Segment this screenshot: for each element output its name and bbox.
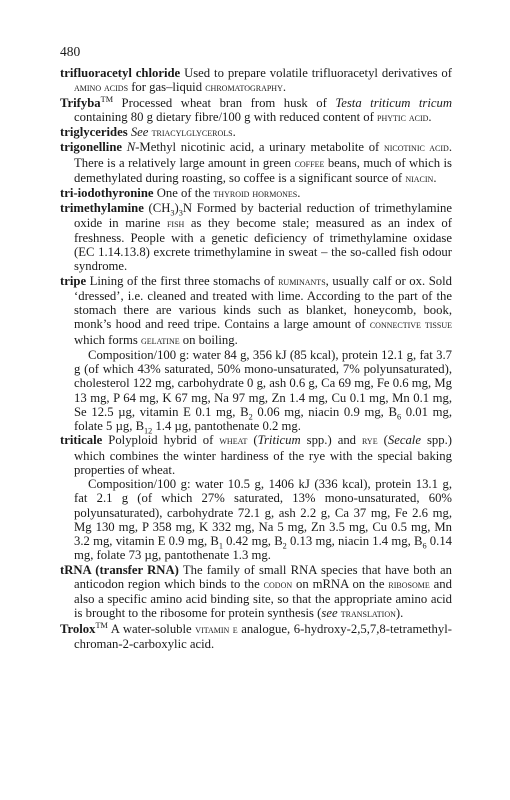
italic-text: Testa triticum tricum bbox=[335, 95, 452, 110]
italic-text: Triticum bbox=[257, 433, 301, 448]
entry-text: analogue, 6-hydroxy-2,5,7,8-tetramethyl-chroman-2-carboxylic acid. bbox=[74, 621, 452, 651]
cross-reference: ruminants bbox=[278, 274, 326, 288]
dictionary-entry bbox=[60, 140, 452, 186]
entry-text: 0.01 mg, folate 5 µg, B bbox=[74, 404, 453, 433]
entry-text: . There is a relatively large amount in green bbox=[74, 140, 452, 170]
composition-paragraph bbox=[60, 477, 452, 563]
entry-text: One of the bbox=[153, 186, 214, 200]
entry-text: Lining of the first three stomachs of bbox=[86, 273, 279, 288]
cross-reference: amino acids bbox=[74, 81, 129, 95]
entry-list bbox=[60, 66, 452, 651]
entry-text: 0.06 mg, niacin 0.9 mg, B bbox=[252, 404, 397, 419]
entry-text: ) bbox=[174, 201, 179, 216]
headword: trimethylamine bbox=[60, 201, 144, 216]
headword: Trolox bbox=[60, 621, 96, 636]
page-number: 480 bbox=[60, 44, 81, 59]
entry-text: Processed wheat bran from husk of bbox=[113, 95, 336, 110]
entry-text: . bbox=[282, 80, 287, 95]
entry-text: as they become stale; measured as an index of freshness. People with a genetic deficiency of trimethylamine oxidase (EC 1.14.13.8) excrete trimethylamine in sweat – the so-called fish odour syndrome. bbox=[74, 215, 452, 274]
entry-text: 0.13 mg, niacin 1.4 mg, B bbox=[286, 534, 423, 548]
dictionary-entry bbox=[60, 274, 452, 348]
dictionary-entry bbox=[60, 622, 452, 652]
entry-text: which forms bbox=[74, 332, 141, 347]
entry-text: 0.42 mg, B bbox=[222, 534, 283, 548]
entry-text: for gas–liquid bbox=[128, 80, 206, 95]
dictionary-entry bbox=[60, 433, 452, 477]
entry-text: . bbox=[428, 109, 432, 124]
entry-text: Composition/100 g: water 84 g, 356 kJ (85 kcal), protein 12.1 g, fat 3.7 g (of which 43% saturated, 50% mono-unsaturated, 7% polyunsaturated), cholesterol 122 mg, carbohydrate 0 g, ash 0.6 g, Ca 69 mg, Fe 0.6 mg, Mg 13 mg, P 64 mg, K 67 mg, Na 97 mg, Zn 1.4 mg, Cu 0.1 mg, Mn 0.1 mg, Se 12.5 µg, vitamin E 0.1 mg, B bbox=[74, 347, 452, 419]
entry-text: on boiling. bbox=[179, 332, 238, 347]
entry-text: 1.4 µg, pantothenate 0.2 mg. bbox=[152, 419, 301, 433]
italic-text: See bbox=[130, 125, 149, 139]
dictionary-entry bbox=[60, 66, 452, 96]
entry-text: spp.) and bbox=[300, 433, 363, 448]
dictionary-page bbox=[60, 44, 452, 651]
entry-text: spp.) which combines the winter hardiness of the rye with the special baking properties of wheat. bbox=[74, 433, 452, 477]
cross-reference: coffee bbox=[294, 156, 325, 170]
dictionary-entry bbox=[60, 125, 452, 140]
headword: tRNA (transfer RNA) bbox=[60, 562, 179, 577]
subscript: 6 bbox=[422, 541, 427, 551]
headword: triticale bbox=[60, 433, 103, 448]
entry-text: 0.14 mg, folate 73 µg, pantothenate 1.3 mg. bbox=[74, 534, 453, 563]
headword: Trifyba bbox=[60, 95, 101, 110]
cross-reference: phytic acid bbox=[377, 110, 429, 124]
cross-reference: translation bbox=[340, 607, 396, 621]
cross-reference: ribosome bbox=[388, 577, 430, 591]
dictionary-entry bbox=[60, 96, 452, 126]
composition-paragraph bbox=[60, 348, 452, 434]
headword: trifluoracetyl chloride bbox=[60, 66, 181, 80]
entry-text: Used to prepare volatile trifluoracetyl derivatives of bbox=[180, 66, 452, 80]
cross-reference: triacylglycerols bbox=[151, 126, 233, 139]
entry-text: and also a specific amino acid binding site, so that the appropriate amino acid is brought to the ribosome for protein synthesis ( bbox=[74, 576, 452, 621]
entry-text: containing 80 g dietary fibre/100 g with reduced content of bbox=[74, 109, 378, 124]
subscript: 3 bbox=[170, 208, 175, 218]
cross-reference: niacin bbox=[405, 171, 434, 185]
entry-text: ). bbox=[395, 606, 404, 621]
entry-text: Polyploid hybrid of bbox=[102, 433, 220, 448]
cross-reference: connective tissue bbox=[369, 318, 452, 332]
cross-reference: vitamin e bbox=[195, 622, 238, 636]
cross-reference: codon bbox=[263, 577, 293, 591]
headword: trigonelline bbox=[60, 140, 123, 155]
subscript: 6 bbox=[396, 412, 402, 422]
italic-text: N bbox=[126, 140, 136, 155]
superscript: TM bbox=[95, 620, 108, 630]
entry-text: (CH bbox=[143, 201, 171, 216]
headword: tripe bbox=[60, 273, 87, 288]
dictionary-entry bbox=[60, 201, 452, 273]
entry-text: . bbox=[232, 125, 236, 139]
italic-text: see bbox=[321, 606, 338, 621]
entry-text: ( bbox=[377, 433, 388, 448]
entry-text: ( bbox=[247, 433, 258, 448]
entry-text: beans, much of which is demethylated during roasting, so coffee is a significant source of bbox=[74, 155, 452, 185]
subscript: 1 bbox=[218, 541, 223, 551]
dictionary-entry bbox=[60, 186, 452, 201]
entry-text: on mRNA on the bbox=[292, 576, 389, 591]
cross-reference: thyroid hormones bbox=[213, 187, 298, 200]
italic-text: Secale bbox=[387, 433, 421, 448]
cross-reference: fish bbox=[166, 216, 185, 230]
headword: triglycerides bbox=[60, 125, 128, 139]
superscript: TM bbox=[100, 94, 114, 104]
cross-reference: gelatine bbox=[140, 333, 180, 347]
cross-reference: chromatography bbox=[205, 81, 283, 95]
subscript: 2 bbox=[248, 412, 253, 422]
subscript: 2 bbox=[282, 541, 287, 551]
subscript: 12 bbox=[144, 426, 153, 436]
entry-text: . bbox=[297, 186, 301, 200]
entry-text: , usually calf or ox. Sold ‘dressed’, i.e. cleaned and treated with lime. According to the part of the stomach there are various kinds such as blanket, honeycomb, book, monk’s hood and reed tripe. Contains a large amount of bbox=[74, 273, 452, 332]
cross-reference: rye bbox=[362, 434, 378, 448]
headword: tri-iodothyronine bbox=[60, 186, 154, 200]
cross-reference: nicotinic acid bbox=[383, 141, 449, 155]
entry-text: . bbox=[433, 170, 437, 185]
entry-text: Composition/100 g: water 10.5 g, 1406 kJ (336 kcal), protein 13.1 g, fat 2.1 g (of which 27% saturated, 13% mono-unsaturated, 60% polyunsaturated), carbohydrate 72.1 g, ash 2.2 g, Ca 37 mg, Fe 2.6 mg, Mg 130 mg, P 358 mg, K 332 mg, Na 5 mg, Zn 3.5 mg, Cu 0.5 mg, Mn 3.2 mg, vitamin E 0.9 mg, B bbox=[74, 477, 452, 548]
entry-text: -Methyl nicotinic acid, a urinary metabolite of bbox=[135, 140, 384, 155]
entry-text: The family of small RNA species that have both an anticodon region which binds to the bbox=[74, 562, 453, 591]
entry-text: N Formed by bacterial reduction of trimethylamine oxide in marine bbox=[74, 201, 452, 230]
entry-text: A water-soluble bbox=[107, 621, 196, 636]
dictionary-entry bbox=[60, 563, 452, 622]
subscript: 3 bbox=[178, 208, 183, 218]
cross-reference: wheat bbox=[219, 434, 248, 448]
